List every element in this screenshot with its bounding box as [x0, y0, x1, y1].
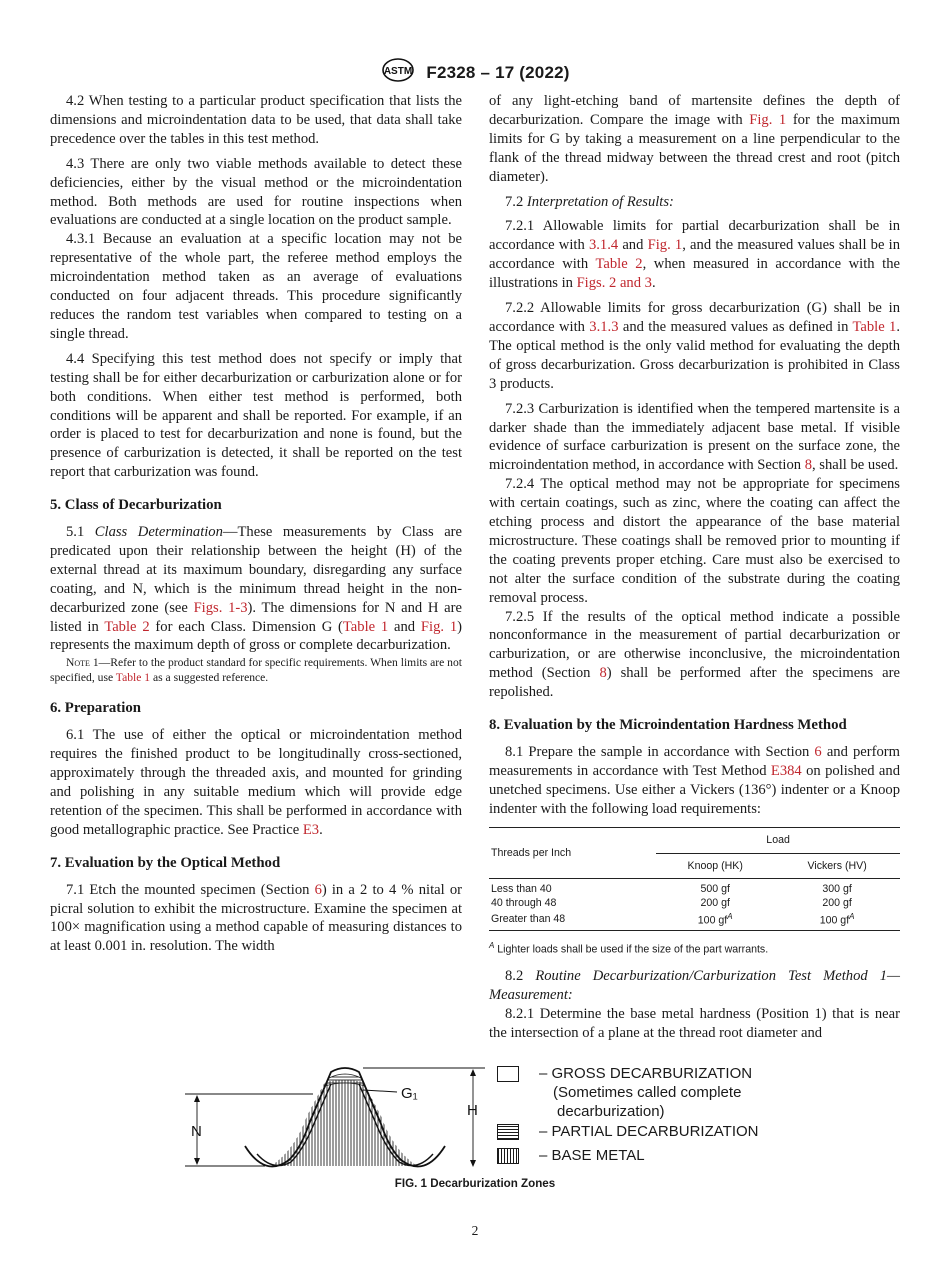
link-section-6[interactable]: 6 [814, 744, 822, 760]
paragraph-4-3-1: 4.3.1 Because an evaluation at a specific location may not be representative of the whole part, the referee method employs the microindentation method taken as an average of evaluations conducted on four adjacent threads. This procedure significantly reduces the random test variables when compared to testing on a single thread. [50, 231, 462, 342]
header-knoop: Knoop (HK) [656, 853, 774, 879]
link-section-6[interactable]: 6 [314, 881, 322, 898]
link-figs-2-3[interactable]: Figs. 2 and 3 [576, 275, 652, 292]
link-3-1-4[interactable]: 3.1.4 [588, 237, 619, 254]
svg-text:ASTM: ASTM [384, 66, 413, 77]
left-column [50, 92, 462, 962]
legend-swatch-empty [497, 1066, 519, 1082]
legend-swatch-horizontal-hatch [497, 1124, 519, 1140]
paragraph-8-1: 8.1 Prepare the sample in accordance with Section 6 and perform measurements in accordance with Test Method E384 on polished and unetched specimens. Use either a Vickers (136°) indenter or a Knoop indenter with the following load requirements: [489, 744, 900, 817]
paragraph-4-4: 4.4 Specifying this test method does not specify or imply that testing shall be for either decarburization or carburization alone or for both conditions. When either test method is performed, both conditions will be apparent and shall be reported. For example, if an order is placed to test for decarburization and none is found, but the presence of carburization is detected, it shall be reported on the test report that carburization was found. [50, 350, 462, 481]
paragraph-7-2-3: 7.2.3 Carburization is identified when the tempered martensite is a darker shade than the immediately adjacent base metal. If visible evidence of surface carburization is present on the surface zone, the microindentation method, in accordance with Section 8, shall be used. [489, 400, 900, 474]
link-e3[interactable]: E3 [302, 821, 320, 838]
paragraph-7-2-1: 7.2.1 Allowable limits for partial decarburization shall be in accordance with 3.1.4 and Fig. 1, and the measured values shall be in accordance with Table 2, when measured in accordance with the illustrations in Figs. 2 and 3. [489, 218, 901, 292]
link-section-8[interactable]: 8 [599, 665, 607, 682]
table-row: Less than 40 500 gf 300 gf [491, 883, 852, 896]
paragraph-6-1: 6.1 The use of either the optical or microindentation method requires the finished product to be longitudinally cross-sectioned, approximately through the threaded axis, and mounted for grinding and polishing in any suitable medium which will provide edge retention of the specimen. This shall be performed in accordance with good metallographic practice. See Practice E3. [50, 727, 462, 838]
n-arrow-top [194, 1095, 200, 1102]
paragraph-7-2: 7.2 Interpretation of Results: [505, 193, 674, 210]
table-footnote: $^A$ Lighter loads shall be used if the size of the part warrants. [489, 940, 769, 956]
table-row: Greater than 48 100 $gf^A$ 100 $gf^A$ [489, 910, 900, 930]
n-arrow-bottom [194, 1158, 200, 1165]
link-table-1[interactable]: Table 1 [852, 318, 897, 335]
g1-label: G₁ [401, 1085, 418, 1102]
paragraph-7-2-5: 7.2.5 If the results of the optical method indicate a possible nonconformance in the measurement of partial decarburization or carburization, or are otherwise inconclusive, the microindentation method (Section 8) shall be performed after the specimens are repolished. [489, 608, 900, 701]
figure-1-decarburization-zones [185, 1058, 495, 1188]
table-row: 40 through 48 200 gf 200 gf [491, 897, 852, 910]
link-figs-1-3[interactable]: Figs. 1-3 [193, 599, 248, 616]
section-heading-5: 5. Class of Decarburization [50, 497, 222, 514]
section-heading-8: 8. Evaluation by the Microindentation Hardness Method [489, 717, 847, 734]
page-header [0, 58, 950, 87]
standard-designation: F2328 – 17 (2022) [426, 62, 570, 82]
link-table-1[interactable]: Table 1 [115, 671, 151, 685]
link-table-2[interactable]: Table 2 [104, 618, 150, 635]
paragraph-7-2-2: 7.2.2 Allowable limits for gross decarburization (G) shall be in accordance with 3.1.3 and the measured values as defined in Table 1. The optical method is the only valid method for evaluating the depth of gross decarburization. Gross decarburization is prohibited in Class 3 products. [489, 300, 901, 392]
note-1: Note 1—Refer to the product standard for specific requirements. When limits are not specified, use Table 1 as a suggested reference. [50, 656, 462, 685]
link-table-2[interactable]: Table 2 [595, 256, 643, 273]
header-vickers: Vickers (HV) [774, 853, 900, 879]
figure-caption: FIG. 1 Decarburization Zones [394, 1177, 556, 1190]
page-number: 2 [471, 1223, 479, 1238]
paragraph-8-2-1: 8.2.1 Determine the base metal hardness (Position 1) that is near the intersection of a plane at the thread root diameter and [489, 1006, 900, 1042]
section-heading-6: 6. Preparation [50, 700, 141, 717]
link-fig-1[interactable]: Fig. 1 [647, 237, 683, 254]
link-section-8[interactable]: 8 [804, 457, 812, 474]
section-heading-7: 7. Evaluation by the Optical Method [50, 854, 281, 871]
astm-logo-icon [380, 58, 416, 87]
load-table [489, 827, 900, 931]
h-arrow-bottom [470, 1160, 476, 1167]
link-fig-1[interactable]: Fig. 1 [749, 111, 787, 128]
paragraph-7-1-continued: of any light-etching band of martensite defines the depth of decarburization. Compare the image with Fig. 1 for the maximum limits for G by taking a measurement on a line perpendicular to the flank of the thread midway between the thread crest and root (pitch diameter). [489, 93, 900, 185]
h-arrow-top [470, 1069, 476, 1076]
link-e384[interactable]: E384 [770, 762, 802, 779]
header-threads-per-inch: Threads per Inch [489, 827, 656, 879]
link-fig-1[interactable]: Fig. 1 [420, 618, 458, 635]
h-label: H [467, 1102, 478, 1119]
legend-swatch-vertical-hatch [497, 1148, 519, 1164]
paragraph-4-2: 4.2 When testing to a particular product specification that lists the dimensions and microindentation data to be used, that data shall take precedence over the tables in this test method. [50, 93, 462, 147]
paragraph-8-2: 8.2 Routine Decarburization/Carburization Test Method 1—Measurement: [489, 968, 900, 1004]
link-table-1[interactable]: Table 1 [342, 618, 389, 635]
paragraph-7-1: 7.1 Etch the mounted specimen (Section 6) in a 2 to 4 % nital or picral solution to exhibit the microstructure. Examine the specimen at 100× magnification using a method capable of measuring distances to at least 0.001 in. resolution. The width [50, 881, 462, 955]
paragraph-7-2-4: 7.2.4 The optical method may not be appropriate for specimens with certain coatings, such as zinc, where the coating can affect the etching process and distort the appearance of the base material microstructure. These coatings shall be removed prior to mounting if the coating prevents proper etching. Care must also be exercised to not alter the surface condition of the substrate during the coating removal process. [489, 476, 900, 606]
n-label: N [191, 1123, 202, 1140]
right-column [489, 92, 900, 1049]
paragraph-4-3: 4.3 There are only two viable methods available to detect these deficiencies, either by the visual method or the microindentation method. Both methods are used for routine inspections when evaluations are conducted at a single location on the product sample. [50, 155, 462, 229]
header-load: Load [656, 827, 900, 853]
link-3-1-3[interactable]: 3.1.3 [589, 318, 619, 335]
paragraph-5-1: 5.1 Class Determination—These measurements by Class are predicated upon their relationship between the height (H) of the external thread at its maximum boundary, disregarding any surface coating, and N, which is the minimum thread height in the non-decarburized zone (see Figs. 1-3). The dimensions for N and H are listed in Table 2 for each Class. Dimension G (Table 1 and Fig. 1) represents the maximum depth of gross or complete decarburization. [50, 524, 463, 654]
